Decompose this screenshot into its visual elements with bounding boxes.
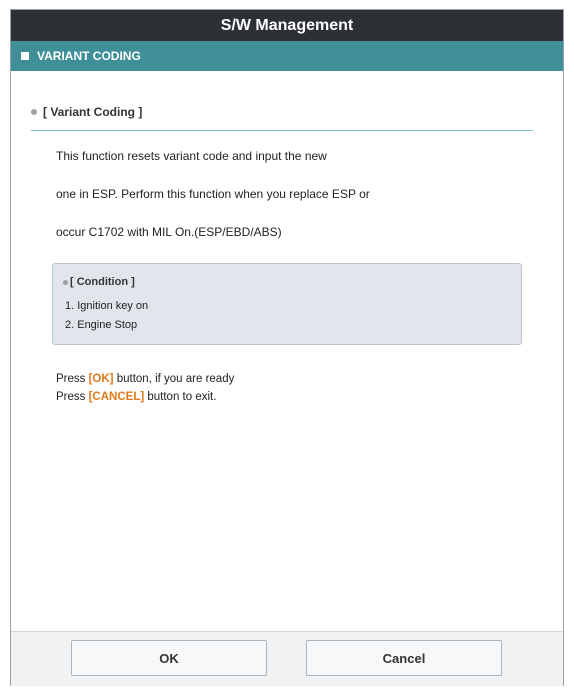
- square-bullet-icon: [21, 52, 29, 60]
- description-line-2: one in ESP. Perform this function when you replace ESP or: [56, 187, 370, 201]
- variant-coding-heading: [31, 105, 533, 131]
- window-title: S/W Management: [11, 10, 563, 41]
- condition-title: [63, 276, 135, 288]
- ok-instruction-suffix: button, if you are ready: [113, 373, 235, 385]
- ok-button[interactable]: OK: [71, 640, 267, 676]
- condition-item-2: 2. Engine Stop: [65, 319, 138, 331]
- ok-instruction: [56, 373, 234, 385]
- dot-bullet-icon: [31, 109, 37, 115]
- cancel-instruction-suffix: button to exit.: [144, 391, 217, 403]
- description-line-1: This function resets variant code and input the new: [56, 149, 327, 163]
- cancel-button[interactable]: Cancel: [306, 640, 502, 676]
- condition-box: [52, 263, 522, 345]
- content-area: [11, 71, 563, 631]
- description-line-3: occur C1702 with MIL On.(ESP/EBD/ABS): [56, 225, 282, 239]
- section-title: VARIANT CODING: [37, 49, 141, 63]
- section-header: [11, 41, 563, 71]
- ok-key-highlight: [OK]: [88, 373, 114, 385]
- ok-instruction-prefix: Press: [56, 373, 89, 385]
- heading-text: [ Variant Coding ]: [43, 105, 143, 119]
- condition-item-1: 1. Ignition key on: [65, 300, 149, 312]
- cancel-instruction: [56, 391, 216, 403]
- cancel-key-highlight: [CANCEL]: [88, 391, 145, 403]
- cancel-instruction-prefix: Press: [56, 391, 89, 403]
- sw-management-window: [10, 9, 564, 686]
- button-bar: [11, 631, 563, 686]
- condition-title-text: [ Condition ]: [70, 276, 135, 288]
- dot-bullet-icon: [63, 280, 68, 285]
